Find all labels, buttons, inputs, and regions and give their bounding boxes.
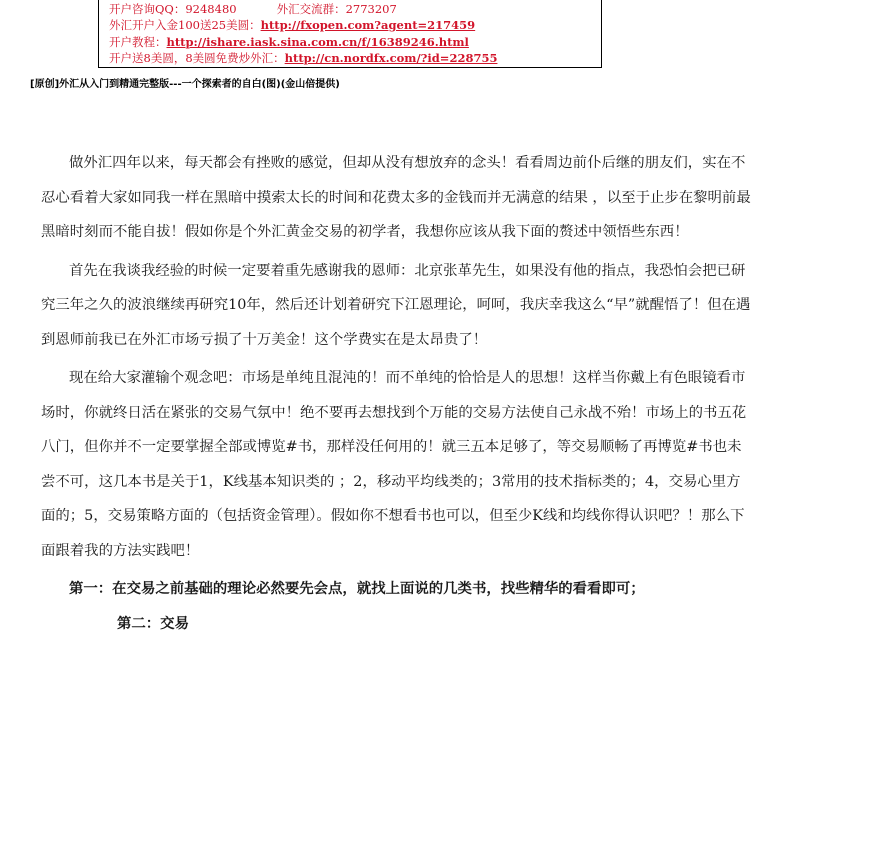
group-contact-text: 外汇交流群：2773207 — [276, 2, 397, 16]
deposit-promo-text: 外汇开户入金100送25美圆： — [109, 18, 261, 33]
bonus-promo-text: 开户送8美圆，8美圆免费炒外汇： — [109, 50, 285, 65]
nordfx-link[interactable]: http://cn.nordfx.com/?id=228755 — [284, 50, 498, 65]
document-body — [41, 146, 751, 641]
paragraph-mentor: 首先在我谈我经验的时候一定要着重先感谢我的恩师：北京张革先生，如果没有他的指点，我恐怕会把已研究三年之久的波浪继续再研究10年，然后还计划着研究下江恩理论，呵呵，我庆幸我这么“早”就醒悟了！但在遇到恩师前我已在外汇市场亏损了十万美金！这个学费实在是太昂贵了！ — [41, 262, 751, 348]
paragraph-intro: 做外汇四年以来，每天都会有挫败的感觉，但却从没有想放弃的念头！看看周边前仆后继的朋友们，实在不忍心看着大家如同我一样在黑暗中摸索太长的时间和花费太多的金钱而并无满意的结果 ，以至于止步在黎明前最黑暗时刻而不能自拔！假如你是个外汇黄金交易的初学者，我想你应该从我下面的赘述中领悟些东西！ — [41, 155, 751, 240]
paragraph-concept: 现在给大家灌输个观念吧：市场是单纯且混沌的！而不单纯的恰恰是人的思想！这样当你戴上有色眼镜看市场时，你就终日活在紧张的交易气氛中！绝不要再去想找到个万能的交易方法使自己永战不殆！市场上的书五花八门，但你并不一定要掌握全部或博览#书，那样没任何用的！就三五本足够了，等交易顺畅了再博览#书也未尝不可，这几本书是关于1，K线基本知识类的 ；2，移动平均线类的；3常用的技术指标类的；4，交易心里方面的；5，交易策略方面的（包括资金管理）。假如你不想看书也可以，但至少K线和均线你得认识吧？！那么下面跟着我的方法实践吧！ — [41, 370, 747, 559]
paragraph-step-one: 第一：在交易之前基础的理论必然要先会点，就找上面说的几类书，找些精华的看看即可； — [69, 580, 645, 597]
document-title: [原创]外汇从入门到精通完整版---一个探索者的自白(图)(金山倍提供) — [30, 79, 340, 90]
header-line-tutorial — [109, 34, 601, 50]
tutorial-link[interactable]: http://ishare.iask.sina.com.cn/f/16389246.html — [166, 34, 469, 49]
qq-contact-text: 开户咨询QQ：9248480 — [109, 2, 237, 16]
header-line-contact — [109, 1, 601, 17]
header-line-bonus — [109, 50, 601, 66]
section-heading-step-two: 第二：交易 — [117, 614, 189, 632]
header-line-deposit — [109, 17, 601, 33]
tutorial-label: 开户教程： — [109, 34, 167, 49]
fxopen-link[interactable]: http://fxopen.com?agent=217459 — [260, 18, 476, 33]
contact-info-box — [98, 0, 602, 68]
